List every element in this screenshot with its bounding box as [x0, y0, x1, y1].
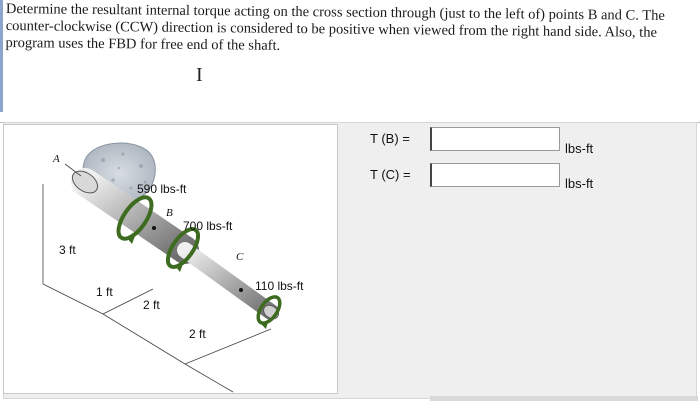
label-point-a: A	[53, 153, 60, 165]
label-torque-590: 590 lbs-ft	[137, 182, 187, 196]
tb-unit-label: lbs-ft	[565, 141, 594, 156]
label-dim-2ft-a: 2 ft	[143, 298, 160, 312]
label-torque-110: 110 lbs-ft	[255, 279, 304, 293]
label-dim-2ft-b: 2 ft	[189, 327, 206, 341]
label-dim-3ft: 3 ft	[59, 243, 76, 257]
problem-statement: Determine the resultant internal torque acting on the cross section through (just to the left of) points B and C. The counter-clockwise (CCW) direction is considered to be positive when viewed from the right hand side. Also, the program uses the FBD for free end of the shaft.	[5, 1, 665, 54]
tc-answer-input[interactable]	[430, 163, 560, 187]
label-dim-1ft: 1 ft	[96, 285, 113, 299]
point-c-dot	[239, 288, 243, 292]
tb-label: T (B) =	[370, 131, 410, 146]
bottom-scroll-strip	[430, 396, 698, 401]
left-edge-rule	[0, 0, 3, 112]
shaft-figure	[3, 124, 338, 394]
tc-label: T (C) =	[370, 167, 411, 182]
tc-unit-label: lbs-ft	[565, 176, 594, 191]
label-torque-700: 700 lbs-ft	[183, 219, 233, 233]
label-point-b: B	[166, 207, 173, 219]
tb-answer-input[interactable]	[430, 127, 560, 151]
label-point-c: C	[236, 251, 244, 263]
point-b-dot	[152, 226, 156, 230]
text-cursor-glyph: I	[196, 64, 203, 86]
